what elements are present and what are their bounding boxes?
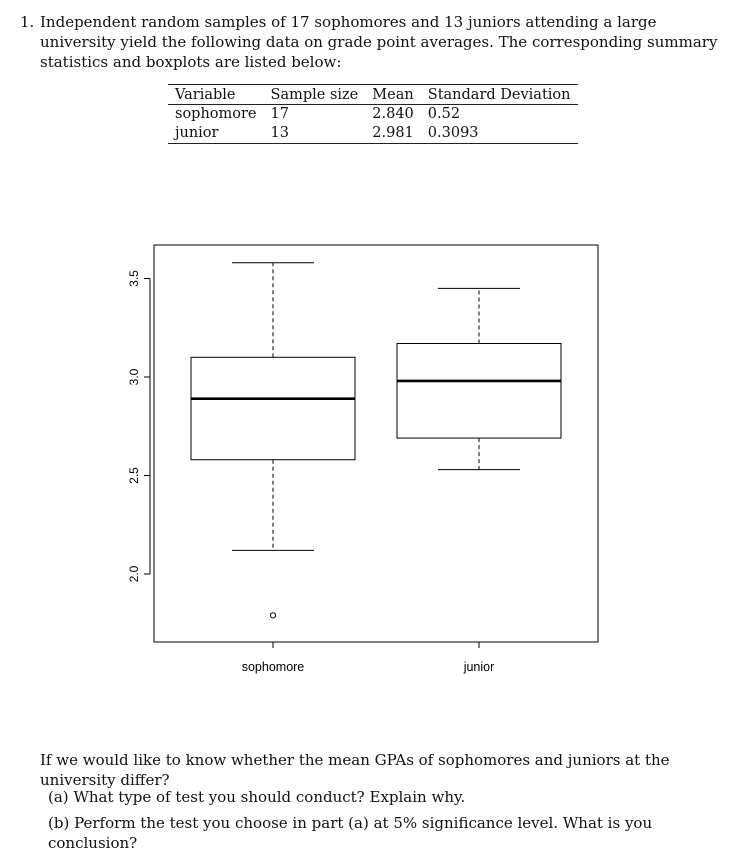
y-tick-label: 3.5 [127,270,142,287]
y-tick-label: 2.0 [127,565,142,583]
cell-standard-deviation: 0.3093 [427,125,479,141]
x-category-label: sophomore [241,660,305,674]
header-mean: Mean [365,85,421,105]
part-a-label: (a) [48,788,69,806]
y-tick-label: 2.5 [127,467,142,484]
cell-variable: junior [175,125,219,141]
outlier-point [270,613,275,618]
box-iqr [397,344,561,439]
question-text: If we would like to know whether the mean GPAs of sophomores and juniors at the university differ? [40,751,670,789]
part-b-label: (b) [48,814,70,832]
cell-sample-size: 17 [270,106,289,122]
question-parts [48,787,743,852]
header-standard-deviation: Standard Deviation [421,85,578,105]
cell-variable: sophomore [175,106,257,122]
box-iqr [191,357,355,459]
cell-mean: 2.840 [372,106,414,122]
y-tick-label: 3.0 [127,368,142,386]
cell-mean: 2.981 [372,125,414,141]
x-category-label: junior [463,660,495,674]
cell-sample-size: 13 [270,125,289,141]
header-variable: Variable [168,85,264,105]
header-sample-size: Sample size [264,85,366,105]
question-part-b [48,813,743,852]
cell-standard-deviation: 0.52 [427,106,461,122]
question-part-a [48,787,743,813]
problem-text: Independent random samples of 17 sophomores and 13 juniors attending a large university yield the following data on grade point averages. The corresponding summary statistics and boxplots are listed below: [40,13,718,71]
problem-number: 1. [20,13,35,31]
part-a-text: What type of test you should conduct? Explain why. [73,788,466,806]
part-b-text: Perform the test you choose in part (a) at 5% significance level. What is you conclusion? [48,814,653,852]
